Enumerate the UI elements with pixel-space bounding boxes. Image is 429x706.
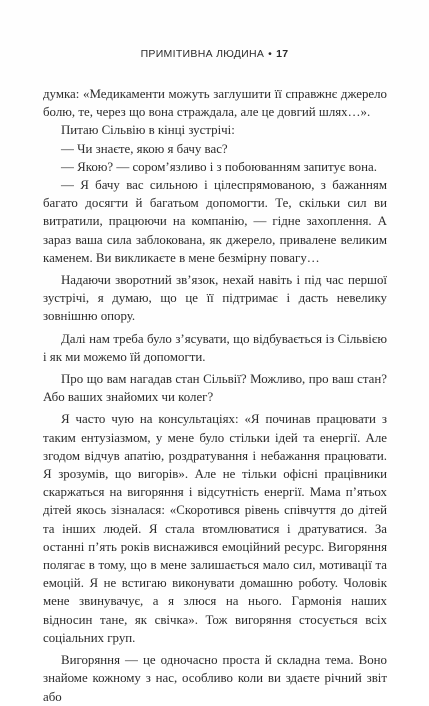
paragraph: Я часто чую на консультаціях: «Я починав працювати з таким ентузіазмом, у мене було стільки ідей та енергії. Але згодом відчув апатію, роздратування і небажання працювати. Я зрозумів, що вигорів». Але не тільки офісні працівники скаржаться на вигоряння і відсутність енергії. Мама п’ятьох дітей якось зізналася: «Скоротився рівень співчуття до дітей та інших людей. Я стала втомлюватися і дратуватися. За останні п’ять років виснажився емоційний ресурс. Вигоряння полягає в тому, що в мене залишається мало сил, мотивації та емоцій. Я не встигаю виконувати домашню роботу. Чоловік мене звинувачує, а я злюся на нього. Гармонія наших відносин тане, як свічка». Тож вигоряння стосується всіх соціальних груп. — [43, 412, 387, 645]
paragraph: Питаю Сільвію в кінці зустрічі: — [61, 123, 235, 138]
paragraph: Надаючи зворотний зв’язок, нехай навіть і під час першої зустрічі, я думаю, що це її підтримає і дасть невелику зовнішню опору. — [43, 273, 387, 324]
paragraph: — Я бачу вас сильною і цілеспрямованою, з бажанням багато досягти й багатьом допомогти. Те, скільки сил ви витратили, працюючи на компанію, — гідне захоплення. А зараз ваша сила заблокована, як джерело, привалене великим каменем. Ви викликаєте в мене безмірну повагу… — [43, 178, 387, 265]
paragraph: Про що вам нагадав стан Сільвії? Можливо, про ваш стан? Або ваших знайомих чи колег? — [43, 372, 387, 405]
paragraph: Далі нам треба було з’ясувати, що відбувається із Сільвією і як ми можемо їй допомогти. — [43, 331, 387, 364]
separator-dot: • — [268, 48, 273, 60]
paragraph: думка: «Медикаменти можуть заглушити її справжнє джерело болю, те, через що вона страждала, але це довгий шлях…». — [43, 87, 387, 120]
paragraph: — Якою? — сором’язливо і з побоюванням запитує вона. — [61, 159, 377, 174]
running-header — [0, 48, 429, 60]
page-number: 17 — [276, 48, 289, 60]
chapter-title: ПРИМІТИВНА ЛЮДИНА — [140, 48, 265, 60]
paragraph: Вигоряння — це одночасно проста й складна тема. Воно знайоме кожному з нас, особливо коли ви здаєте річний звіт або — [43, 653, 387, 704]
body-text — [43, 85, 387, 706]
paragraph: — Чи знаєте, якою я бачу вас? — [61, 141, 228, 156]
